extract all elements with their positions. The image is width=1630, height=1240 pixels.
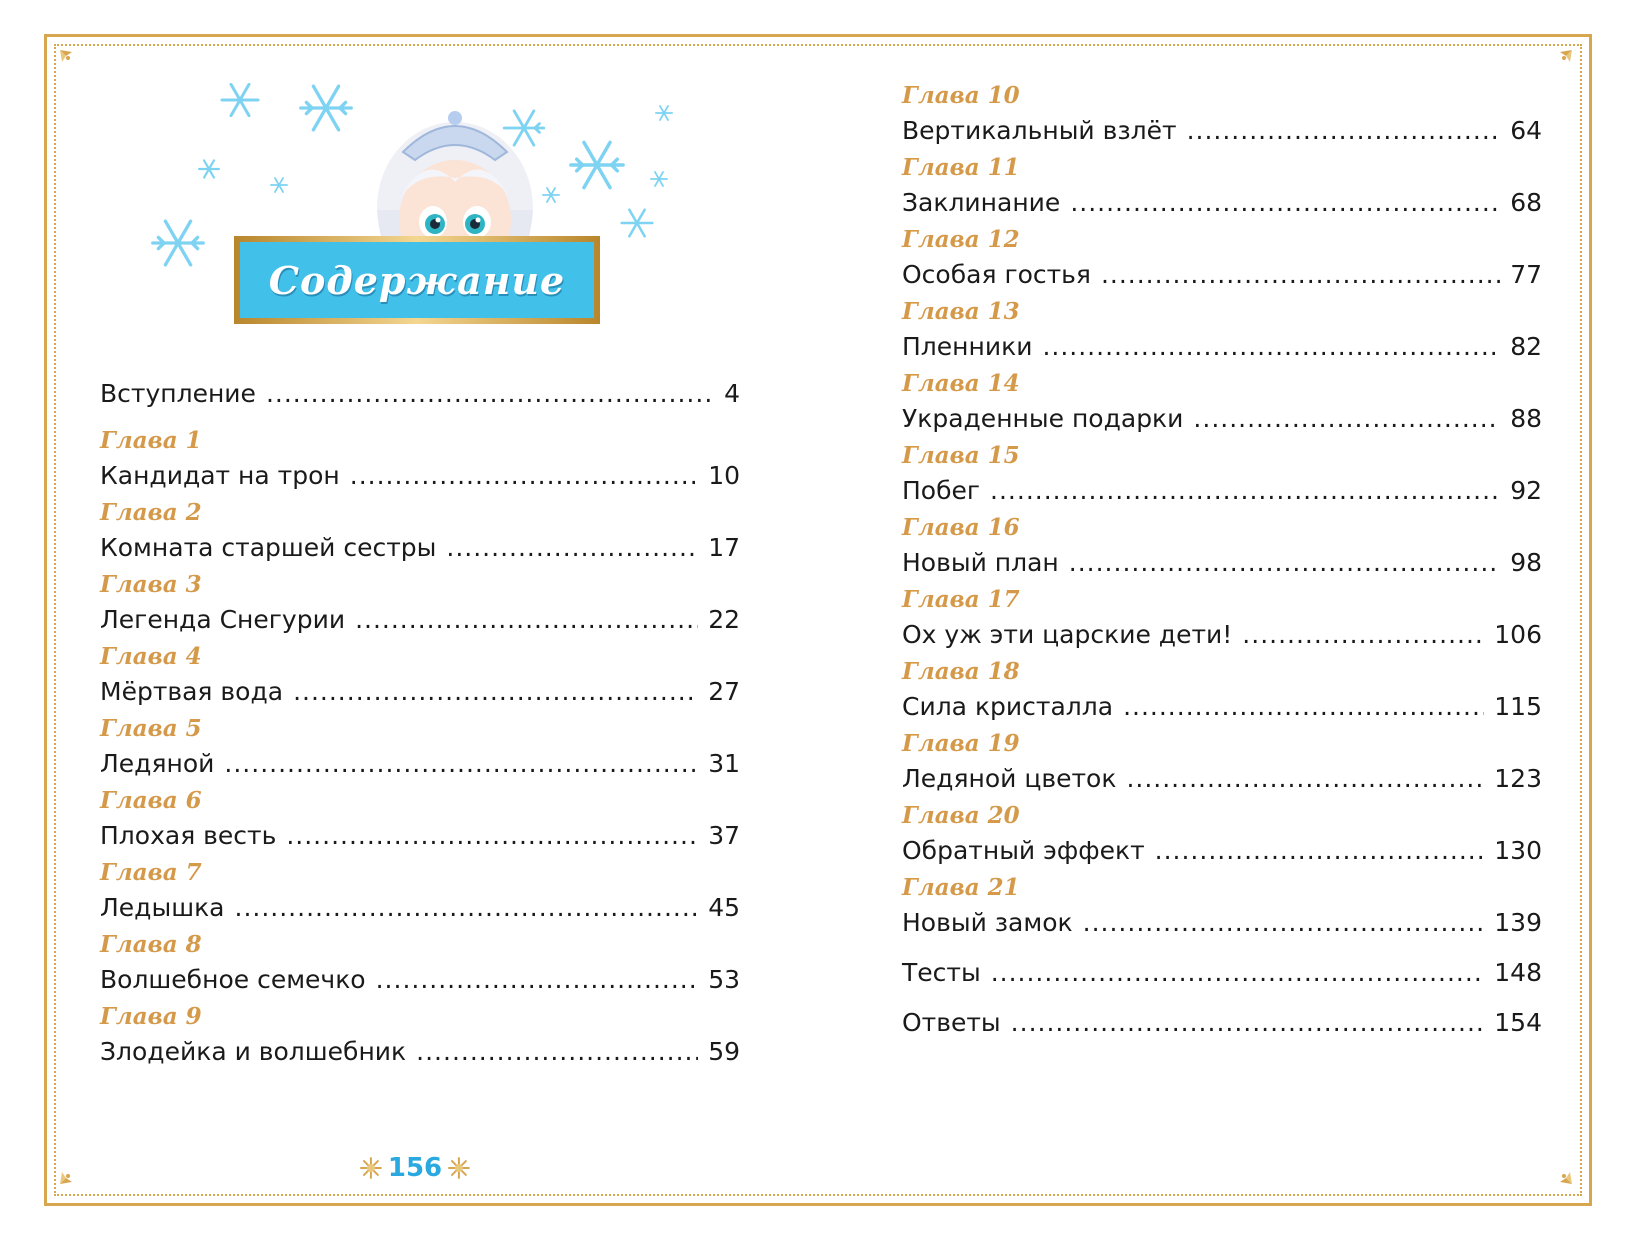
leader-dots (1083, 904, 1485, 942)
chapter-label: Глава 3 (100, 571, 202, 598)
toc-entry (100, 785, 740, 855)
toc-entry-title: Новый план (902, 548, 1059, 577)
leader-dots (235, 889, 699, 927)
chapter-label: Глава 20 (902, 802, 1020, 829)
toc-entry-page: 37 (708, 821, 740, 850)
leader-dots (355, 601, 698, 639)
toc-entry-title: Вступление (100, 379, 256, 408)
toc-entry-title: Ледышка (100, 893, 225, 922)
toc-entry-page: 148 (1494, 958, 1542, 987)
toc-entry-title: Заклинание (902, 188, 1061, 217)
toc-entry (902, 80, 1542, 150)
toc-entry-page: 31 (708, 749, 740, 778)
toc-entry-page: 106 (1494, 620, 1542, 649)
corner-ornament-icon (1546, 48, 1574, 76)
toc-entry-page: 88 (1510, 404, 1542, 433)
toc-entry-title: Кандидат на трон (100, 461, 340, 490)
toc-entry-title: Волшебное семечко (100, 965, 366, 994)
snowflake-icon (620, 206, 654, 240)
toc-entry-title: Злодейка и волшебник (100, 1037, 407, 1066)
toc-entry-page: 45 (708, 893, 740, 922)
leader-dots (446, 529, 698, 567)
chapter-label: Глава 15 (902, 442, 1020, 469)
toc-entry-page: 154 (1494, 1008, 1542, 1037)
leader-dots (293, 673, 698, 711)
chapter-label: Глава 6 (100, 787, 202, 814)
leader-dots (416, 1033, 698, 1071)
toc-entry (100, 375, 740, 413)
chapter-label: Глава 17 (902, 586, 1020, 613)
toc-entry-page: 77 (1510, 260, 1542, 289)
leader-dots (991, 954, 1485, 992)
toc-entry-page: 59 (708, 1037, 740, 1066)
snowflake-icon (270, 176, 288, 194)
toc-entry (902, 1004, 1542, 1042)
leader-dots (1101, 256, 1500, 294)
snowflake-icon (655, 104, 673, 122)
chapter-label: Глава 12 (902, 226, 1020, 253)
leader-dots (376, 961, 699, 999)
toc-entry-title: Комната старшей сестры (100, 533, 437, 562)
toc-entry (902, 296, 1542, 366)
leader-dots (1042, 328, 1500, 366)
sun-ornament-icon (360, 1157, 382, 1179)
toc-entry-page: 82 (1510, 332, 1542, 361)
toc-entry (100, 1001, 740, 1071)
corner-ornament-icon (58, 48, 86, 76)
toc-entry-page: 130 (1494, 836, 1542, 865)
toc-entry-page: 53 (708, 965, 740, 994)
toc-entry (902, 954, 1542, 992)
toc-entry-title: Плохая весть (100, 821, 277, 850)
page-title: Содержание (268, 257, 566, 303)
leader-dots (1155, 832, 1485, 870)
chapter-label: Глава 2 (100, 499, 202, 526)
chapter-label: Глава 18 (902, 658, 1020, 685)
chapter-label: Глава 1 (100, 427, 202, 454)
toc-entry-title: Побег (902, 476, 981, 505)
toc-entry-title: Ответы (902, 1008, 1001, 1037)
snowflake-icon (198, 158, 220, 180)
toc-entry-title: Ледяной цветок (902, 764, 1117, 793)
toc-entry-page: 123 (1494, 764, 1542, 793)
chapter-label: Глава 4 (100, 643, 202, 670)
leader-dots (224, 745, 698, 783)
sun-ornament-icon (448, 1157, 470, 1179)
leader-dots (1242, 616, 1484, 654)
chapter-label: Глава 7 (100, 859, 202, 886)
chapter-label: Глава 19 (902, 730, 1020, 757)
title-banner (234, 236, 600, 324)
corner-ornament-icon (1546, 1158, 1574, 1186)
toc-entry (100, 929, 740, 999)
toc-entry-title: Сила кристалла (902, 692, 1114, 721)
leader-dots (1011, 1004, 1485, 1042)
toc-entry-page: 17 (708, 533, 740, 562)
snowflake-icon (650, 170, 668, 188)
toc-entry (100, 425, 740, 495)
chapter-label: Глава 5 (100, 715, 202, 742)
toc-entry-title: Пленники (902, 332, 1033, 361)
toc-entry (902, 728, 1542, 798)
page-number-text: 156 (387, 1153, 443, 1183)
header-illustration (150, 70, 710, 340)
toc-right-column (902, 80, 1542, 1042)
toc-entry-title: Обратный эффект (902, 836, 1145, 865)
toc-entry-title: Мёртвая вода (100, 677, 284, 706)
toc-entry (902, 656, 1542, 726)
snowflake-icon (150, 215, 206, 271)
leader-dots (990, 472, 1500, 510)
toc-entry (100, 497, 740, 567)
chapter-label: Глава 13 (902, 298, 1020, 325)
toc-entry-page: 68 (1510, 188, 1542, 217)
toc-entry (902, 872, 1542, 942)
toc-entry-page: 115 (1494, 692, 1542, 721)
toc-entry (902, 440, 1542, 510)
toc-entry-page: 139 (1494, 908, 1542, 937)
leader-dots (1069, 544, 1500, 582)
toc-entry-title: Легенда Снегурии (100, 605, 346, 634)
leader-dots (1070, 184, 1500, 222)
toc-entry (902, 368, 1542, 438)
page-number (360, 1150, 470, 1186)
leader-dots (1193, 400, 1500, 438)
toc-entry (902, 800, 1542, 870)
toc-entry-page: 10 (708, 461, 740, 490)
leader-dots (1126, 760, 1484, 798)
toc-entry-title: Ледяной (100, 749, 215, 778)
toc-entry-title: Вертикальный взлёт (902, 116, 1177, 145)
toc-entry-title: Новый замок (902, 908, 1073, 937)
toc-entry (100, 569, 740, 639)
toc-left-column (100, 375, 740, 1073)
chapter-label: Глава 21 (902, 874, 1020, 901)
toc-entry-title: Ох уж эти царские дети! (902, 620, 1233, 649)
toc-entry-page: 64 (1510, 116, 1542, 145)
toc-entry-page: 4 (724, 379, 740, 408)
chapter-label: Глава 10 (902, 82, 1020, 109)
toc-entry (100, 641, 740, 711)
toc-entry-title: Особая гостья (902, 260, 1091, 289)
snowflake-icon (220, 80, 260, 120)
toc-entry (100, 713, 740, 783)
toc-entry-page: 27 (708, 677, 740, 706)
leader-dots (1123, 688, 1484, 726)
toc-entry-page: 92 (1510, 476, 1542, 505)
leader-dots (286, 817, 698, 855)
corner-ornament-icon (58, 1158, 86, 1186)
chapter-label: Глава 16 (902, 514, 1020, 541)
toc-entry (902, 152, 1542, 222)
toc-entry (902, 512, 1542, 582)
toc-entry-page: 22 (708, 605, 740, 634)
toc-entry (902, 224, 1542, 294)
toc-entry-title: Украденные подарки (902, 404, 1184, 433)
toc-entry (902, 584, 1542, 654)
toc-entry-page: 98 (1510, 548, 1542, 577)
leader-dots (350, 457, 698, 495)
toc-entry-title: Тесты (902, 958, 981, 987)
leader-dots (266, 375, 714, 413)
toc-entry (100, 857, 740, 927)
chapter-label: Глава 14 (902, 370, 1020, 397)
leader-dots (1187, 112, 1501, 150)
chapter-label: Глава 8 (100, 931, 202, 958)
chapter-label: Глава 11 (902, 154, 1020, 181)
chapter-label: Глава 9 (100, 1003, 202, 1030)
